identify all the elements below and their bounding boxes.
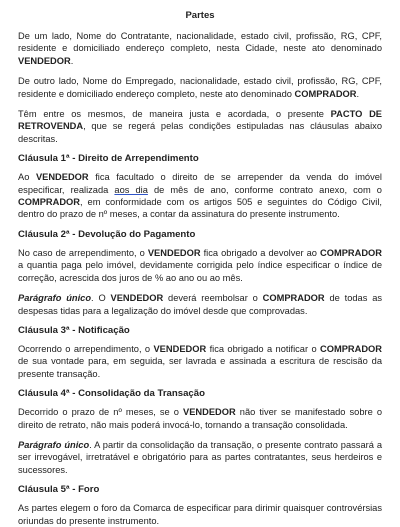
bold-term: COMPRADOR [262, 293, 325, 304]
paragraph-text: a quantia paga pelo imóvel, devidamente corrigida pelo índice especificar o índice de correção, acrescida dos juros de % ao ano ou ao mês. [18, 260, 382, 283]
clause-5-paragraph [18, 502, 382, 527]
clause-5-heading: Cláusula 5ª - Foro [18, 484, 100, 496]
paragraph-text: . A partir da consolidação da transação, o presente contrato passará a ser irrevogável, irretratável e obrigatório para as partes contratantes, seus herdeiros e sucessores. [18, 439, 382, 475]
paragraph-text: . O [91, 293, 111, 304]
clause-4-paragraph [18, 406, 382, 431]
document-title: Partes [185, 10, 215, 21]
paragraph-text: de mês de ano, conforme contrato anexo, com o [147, 184, 382, 195]
spellcheck-underline-text: aos dia [114, 184, 148, 195]
paragraph-text: De um lado, Nome do Contratante, nacionalidade, estado civil, profissão, RG, CPF, residente e domiciliado endereço completo, nesta Cidade, neste ato denominado [18, 31, 382, 54]
paragraph-text: , em conformidade com os artigos 505 e seguintes do Código Civil, dentro do prazo de nº meses, a contar da assinatura do presente instrumento. [18, 197, 382, 220]
parties-paragraph-buyer [18, 75, 382, 100]
agreement-paragraph [18, 108, 382, 145]
paragraph-text: As partes elegem o foro da Comarca de especificar para dirimir quaisquer controvérsias oriundas do presente instrumento. [18, 503, 382, 526]
paragraph-text: Ao [18, 172, 36, 183]
paragraph-text: de sua vontade para, em seguida, ser lavrada e assinada a escritura de rescisão da presente transação. [18, 356, 382, 379]
parties-paragraph-seller [18, 30, 382, 67]
paragraph-label: Parágrafo único [18, 439, 90, 450]
bold-term: VENDEDOR [110, 293, 164, 304]
paragraph-text: deverá reembolsar o [163, 293, 263, 304]
paragraph-text: não tiver se manifestado sobre o direito de retrato, não mais poderá invocá-lo, tornando a transação consolidada. [18, 407, 382, 430]
clause-1-paragraph [18, 171, 382, 221]
clause-1-heading: Cláusula 1ª - Direito de Arrependimento [18, 153, 199, 165]
paragraph-text: de todas as despesas tidas para a legalização do imóvel desde que comprovadas. [18, 293, 383, 316]
clause-2-sole-paragraph [18, 292, 382, 317]
paragraph-text: fica obrigado a notificar o [206, 343, 321, 354]
clause-3-heading: Cláusula 3ª - Notificação [18, 324, 130, 336]
paragraph-text: Têm entre os mesmos, de maneira justa e acordada, o presente [18, 109, 331, 120]
bold-term: VENDEDOR [183, 407, 236, 418]
paragraph-text: Ocorrendo o arrependimento, o [18, 343, 154, 354]
clause-3-paragraph [18, 343, 382, 380]
clause-2-heading: Cláusula 2ª - Devolução do Pagamento [18, 228, 196, 240]
bold-term: VENDEDOR [147, 247, 201, 258]
bold-term: COMPRADOR [320, 343, 382, 354]
paragraph-text: No caso de arrependimento, o [18, 247, 148, 258]
paragraph-text: De outro lado, Nome do Empregado, nacionalidade, estado civil, profissão, RG, CPF, residente e domiciliado endereço completo, neste ato denominado [18, 76, 382, 99]
bold-term: COMPRADOR [18, 197, 80, 208]
clause-4-sole-paragraph [18, 439, 382, 476]
bold-term: PACTO DE RETROVENDA [18, 109, 382, 132]
paragraph-label: Parágrafo único [18, 293, 92, 304]
clause-4-heading: Cláusula 4ª - Consolidação da Transação [18, 388, 205, 400]
bold-term: VENDEDOR [153, 343, 207, 354]
paragraph-text: , que se regerá pelas condições estipuladas nas cláusulas abaixo descritas. [18, 121, 382, 144]
bold-term: VENDEDOR [35, 172, 89, 183]
paragraph-text: fica obrigado a devolver ao [200, 247, 321, 258]
bold-term: COMPRADOR [294, 88, 357, 99]
clause-2-paragraph [18, 247, 382, 284]
bold-term: COMPRADOR [320, 247, 382, 258]
paragraph-text: . [70, 55, 74, 66]
bold-term: VENDEDOR [18, 55, 71, 66]
paragraph-text: Decorrido o prazo de nº meses, se o [18, 407, 184, 418]
paragraph-text: . [356, 88, 360, 99]
paragraph-text: fica facultado o direito de se arrepender da venda do imóvel especificar, realizada [18, 172, 382, 195]
